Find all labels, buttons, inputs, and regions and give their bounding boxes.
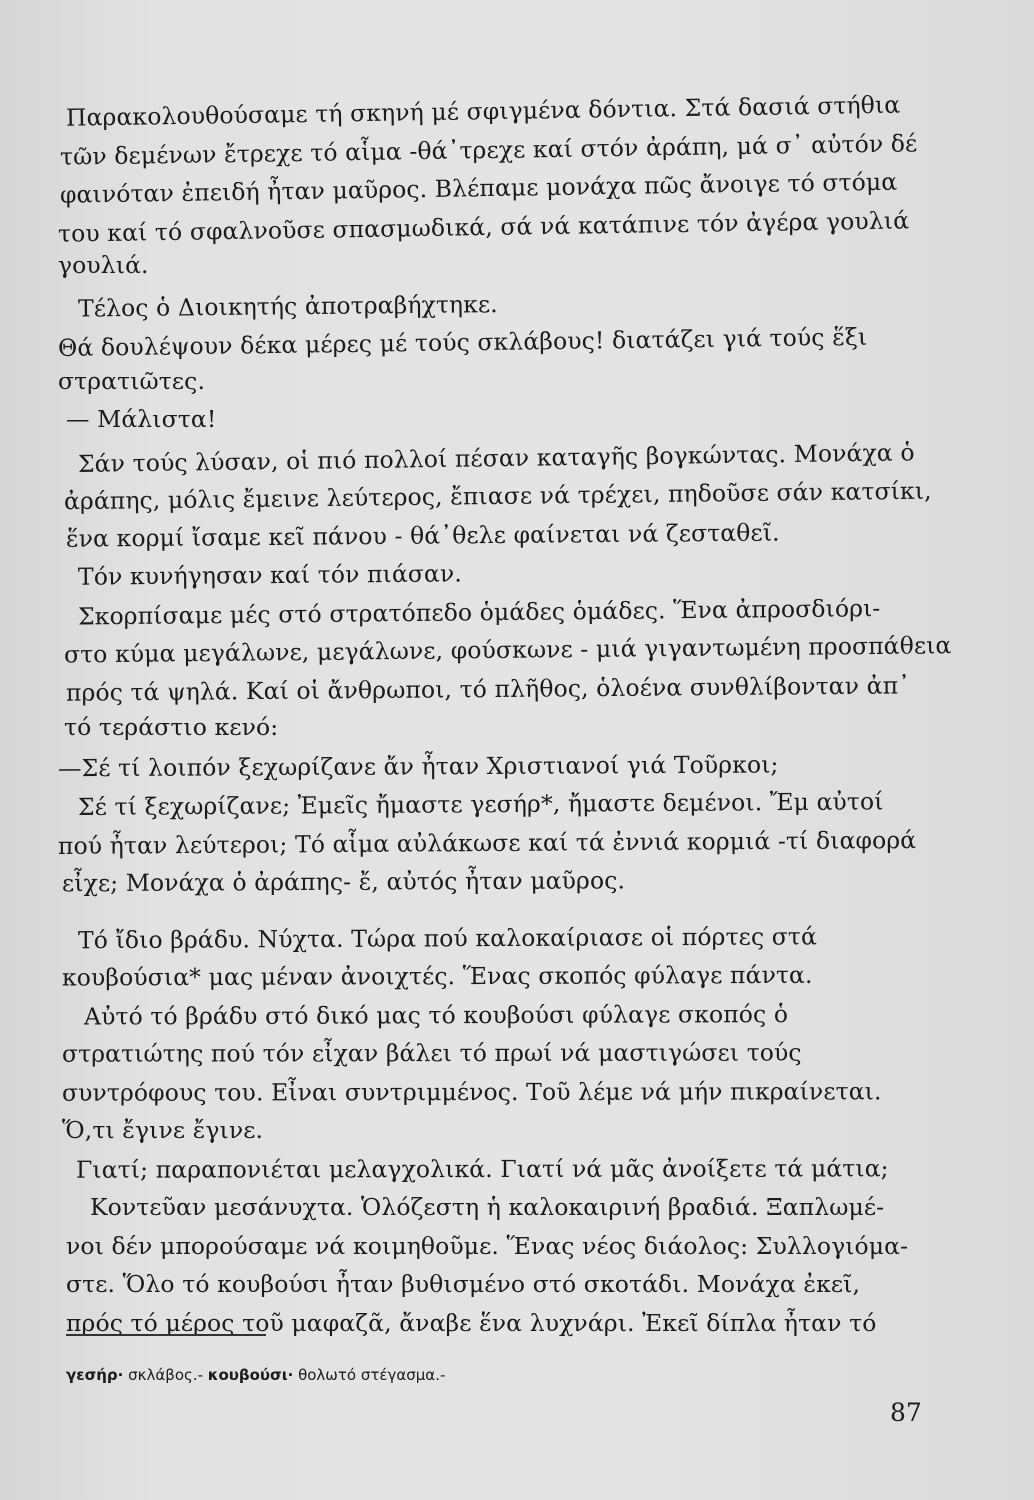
text-line: συντρόφους του. Εἶναι συντριμμένος. Τοῦ λέμε νά μήν πικραίνεται. [61, 1076, 882, 1107]
page-number: 87 [890, 1398, 922, 1427]
text-line: Τό ἴδιο βράδυ. Νύχτα. Τώρα πού καλοκαίριασε οἱ πόρτες στά [77, 921, 818, 954]
text-line: Παρακολουθούσαμε τή σκηνή μέ σφιγμένα δόντια. Στά δασιά στήθια [65, 90, 901, 132]
footnote-definition: θολωτό στέγασμα.- [298, 1366, 446, 1384]
text-line: Ὅ,τι ἔγινε ἔγινε. [62, 1116, 264, 1144]
text-line: τῶν δεμένων ἔτρεχε τό αἷμα -θά᾽τρεχε καί στόν ἀράπη, μά σ᾽ αὐτόν δέ [59, 128, 918, 171]
text-line: ἕνα κορμί ἴσαμε κεῖ πάνου - θά᾽θελε φαίνεται νά ζεσταθεῖ. [65, 518, 780, 553]
text-line: πού ἦταν λεύτεροι; Τό αἷμα αὐλάκωσε καί τά ἐννιά κορμιά -τί διαφορά [57, 825, 917, 860]
text-line: νοι δέν μπορούσαμε νά κοιμηθοῦμε. Ἕνας νέος διάολος: Συλλογιόμα- [66, 1231, 909, 1260]
body-text [57, 90, 952, 1346]
text-line: γουλιά. [58, 251, 149, 279]
text-line: στρατιώτης πού τόν εἶχαν βάλει τό πρωί νά μαστιγώσει τούς [61, 1038, 802, 1068]
text-line: Γιατί; παραπονιέται μελαγχολικά. Γιατί νά μᾶς ἀνοίξετε τά μάτια; [75, 1153, 889, 1184]
text-line: Κοντεῦαν μεσάνυχτα. Ὁλόζεστη ἡ καλοκαιρινή βραδιά. Ξαπλωμέ- [90, 1193, 885, 1221]
text-line: Αὐτό τό βράδυ στό δικό μας τό κουβούσι φύλαγε σκοπός ὁ [83, 999, 789, 1031]
text-line: στρατιῶτες. [58, 366, 206, 395]
text-line: Σκορπίσαμε μές στό στρατόπεδο ὁμάδες ὁμάδες. Ἕνα ἀπροσδιόρι- [77, 593, 881, 631]
text-line: Θά δουλέψουν δέκα μέρες μέ τούς σκλάβους! διατάζει γιά τούς ἕξι [57, 322, 868, 363]
text-line: — Μάλιστα! [66, 405, 217, 433]
text-line: φαινόταν ἐπειδή ἦταν μαῦρος. Βλέπαμε μονάχα πῶς ἄνοιγε τό στόμα [59, 167, 898, 209]
text-line: κουβούσια* μας μέναν ἀνοιχτές. Ἕνας σκοπός φύλαγε πάντα. [61, 960, 813, 992]
text-line: εἶχε; Μονάχα ὁ ἀράπης- ἔ, αὐτός ἦταν μαῦρος. [61, 866, 626, 898]
footnote-term: κουβούσι· [207, 1366, 294, 1384]
text-line: πρός τό μέρος τοῦ μαφαζᾶ, ἄναβε ἕνα λυχνάρι. Ἐκεῖ δίπλα ἦταν τό [66, 1308, 877, 1337]
text-line: ἀράπης, μόλις ἔμεινε λεύτερος, ἔπιασε νά τρέχει, πηδοῦσε σάν κατσίκι, [63, 476, 932, 516]
text-line: Σέ τί ξεχωρίζανε; Ἐμεῖς ἤμαστε γεσήρ*, ἤμαστε δεμένοι. Ἔμ αὐτοί [77, 787, 884, 822]
footnote-divider [66, 1334, 266, 1336]
text-line: του καί τό σφαλνοῦσε σπασμωδικά, σά νά κατάπινε τόν ἀγέρα γουλιά [57, 205, 910, 248]
footnote-definition: σκλάβος.- [128, 1366, 204, 1384]
footnote [66, 1366, 445, 1384]
text-line: τό τεράστιο κενό: [64, 713, 279, 741]
text-line: στε. Ὅλο τό κουβούσι ἦταν βυθισμένο στό σκοτάδι. Μονάχα ἐκεῖ, [66, 1270, 861, 1298]
text-line: πρός τά ψηλά. Καί οἱ ἄνθρωποι, τό πλῆθος, ὁλοένα συνθλίβονταν ἀπ᾽ [65, 670, 911, 707]
text-line: στο κύμα μεγάλωνε, μεγάλωνε, φούσκωνε - μιά γιγαντωμένη προσπάθεια [63, 631, 952, 669]
text-line: Τόν κυνήγησαν καί τόν πιάσαν. [77, 559, 463, 591]
text-line: —Σέ τί λοιπόν ξεχωρίζανε ἄν ἦταν Χριστιανοί γιά Τοῦρκοι; [57, 749, 779, 782]
footnote-term: γεσήρ· [66, 1366, 124, 1384]
text-line: Σάν τούς λύσαν, οἱ πιό πολλοί πέσαν καταγῆς βογκώντας. Μονάχα ὁ [77, 437, 915, 478]
text-line: Τέλος ὁ Διοικητής ἀποτραβήχτηκε. [77, 289, 498, 323]
